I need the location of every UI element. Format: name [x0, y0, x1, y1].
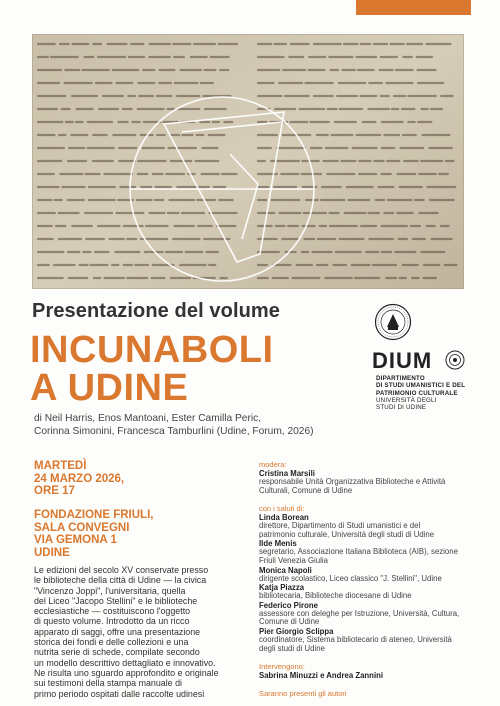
event-date: MARTEDÌ 24 MARZO 2026, ORE 17: [34, 460, 125, 497]
moderator-name: Cristina Marsili: [259, 469, 315, 478]
accent-bar: [356, 0, 471, 15]
speaker-name: Katja Piazza: [259, 583, 305, 593]
speaker-name: Ilde Menis: [259, 539, 297, 549]
department-emblem-icon: [445, 350, 465, 370]
university-seal-icon: [374, 303, 412, 341]
hero-image: [32, 34, 464, 289]
speaker-role: dirigente scolastico, Liceo classico "J. Stellini", Udine: [259, 573, 442, 583]
dium-logo: [374, 303, 470, 413]
description: Le edizioni del secolo XV conservate presso le biblioteche della città di Udine — la civica "Vincenzo Joppi", l'universitaria, quella del Liceo "Jacopo Stellini" e le biblioteche ecclesiastiche — costituiscono l'oggetto di questo volume. Introdotto da un ricco apparato di saggi, offre una presentazione storica dei fondi e delle collezioni e una nutrita serie di schede, compilate secondo un modello descrittivo dettagliato e innovativo. Ne risulta uno sguardo approfondito e originale sui testimoni della stampa manuale di primo periodo ospitati dalle raccolte udinesi: [34, 565, 219, 699]
department-name: DIPARTIMENTO DI STUDI UMANISTICI E DEL PATRIMONIO CULTURALE UNIVERSITÀ DEGLI STUDI DI UDINE: [376, 375, 466, 412]
title-line-2: A UDINE: [30, 367, 189, 409]
speaker-name: Linda Borean: [259, 513, 309, 523]
speaker-role: bibliotecaria, Biblioteche diocesane di Udine: [259, 591, 412, 601]
moderator-label: modera:: [259, 460, 287, 469]
speakers-names: Sabrina Minuzzi e Andrea Zannini: [259, 671, 384, 681]
greetings-label: con i saluti di:: [259, 504, 305, 514]
title-line-1: INCUNABOLI: [30, 329, 274, 371]
dium-acronym: DIUM: [372, 348, 433, 373]
authors-line-1: di Neil Harris, Enos Mantoani, Ester Camilla Peric,: [34, 413, 262, 424]
speaker-name: Federico Pirone: [259, 600, 318, 610]
manuscript-image: [32, 34, 464, 289]
speaker-role: direttore, Dipartimento di Studi umanistici e del patrimonio culturale, Università degli studi di Udine: [259, 521, 435, 539]
event-venue: FONDAZIONE FRIULI, SALA CONVEGNI VIA GEMONA 1 UDINE: [34, 509, 154, 559]
speaker-role: coordinatore, Sistema bibliotecario di ateneo, Università degli studi di Udine: [259, 634, 452, 653]
authors-line-2: Corinna Simonini, Francesca Tamburlini (Udine, Forum, 2026): [34, 426, 314, 437]
speakers-label: Intervengono:: [259, 662, 305, 672]
speaker-role: assessore con deleghe per Istruzione, Università, Cultura, Comune di Udine: [259, 608, 460, 627]
authors-present-note: Saranno presenti gli autori: [259, 689, 347, 699]
subtitle: Presentazione del volume: [32, 300, 281, 322]
program: [259, 460, 474, 698]
speaker-name: Monica Napoli: [259, 565, 312, 575]
moderator-role: responsabile Unità Organizzativa Biblioteche e Attività Culturali, Comune di Udine: [259, 477, 446, 495]
speaker-role: segretario, Associazione Italiana Biblioteca (AIB), sezione Friuli Venezia Giulia: [259, 547, 458, 565]
authors: [34, 412, 314, 438]
speaker-name: Pier Giorgio Sclippa: [259, 626, 334, 636]
